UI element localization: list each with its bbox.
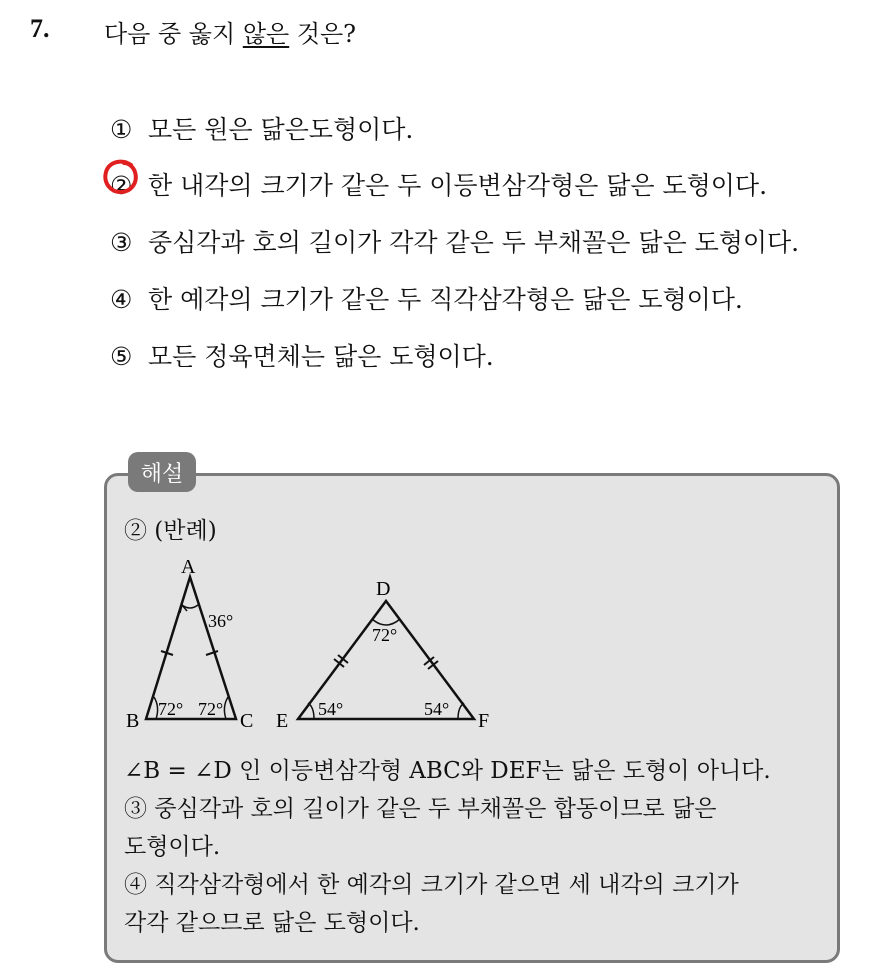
solution-heading: ② (반례) (124, 518, 217, 544)
question-text (104, 14, 356, 49)
choice-number: ⑤ (110, 342, 133, 371)
choice-1[interactable] (110, 110, 413, 146)
angle-d-label: 72° (372, 625, 398, 645)
choice-text: 모든 원은 닮은도형이다. (148, 115, 414, 144)
triangle-def (276, 578, 489, 732)
choice-number: ① (110, 115, 133, 144)
vertex-d-label: D (376, 578, 391, 600)
vertex-f-label: F (478, 710, 490, 732)
triangle-abc (126, 556, 253, 732)
choice-3[interactable] (110, 223, 799, 259)
answer-mark-circle (101, 157, 141, 197)
choice-number: ④ (110, 285, 133, 314)
choice-4[interactable] (110, 280, 743, 316)
solution-line-4: ④ 직각삼각형에서 한 예각의 크기가 같으면 세 내각의 크기가 (124, 872, 739, 898)
solution-line-5: 각각 같으므로 닮은 도형이다. (124, 910, 420, 936)
question-text-before: 다음 중 옳지 (104, 20, 243, 48)
question-text-underlined: 않은 (242, 20, 290, 48)
choice-5[interactable] (110, 337, 494, 373)
choice-text: 중심각과 호의 길이가 각각 같은 두 부채꼴은 닮은 도형이다. (148, 228, 800, 257)
vertex-e-label: E (276, 710, 289, 732)
vertex-c-label: C (240, 710, 254, 732)
solution-line-2: ③ 중심각과 호의 길이가 같은 두 부채꼴은 합동이므로 닮은 (124, 796, 717, 822)
solution-line-3: 도형이다. (124, 834, 221, 860)
question-text-after: 것은? (289, 20, 357, 48)
angle-b-label: 72° (158, 699, 184, 719)
choice-2[interactable] (110, 166, 767, 202)
choice-number: ③ (110, 228, 133, 257)
choice-text: 모든 정육면체는 닮은 도형이다. (148, 342, 494, 371)
angle-f-label: 54° (424, 699, 450, 719)
vertex-b-label: B (126, 710, 140, 732)
solution-line-1: ∠B = ∠D 인 이등변삼각형 ABC와 DEF는 닮은 도형이 아니다. (124, 758, 771, 784)
choice-number: ② (110, 171, 133, 200)
angle-e-label: 54° (318, 699, 344, 719)
choice-text: 한 예각의 크기가 같은 두 직각삼각형은 닮은 도형이다. (148, 285, 743, 314)
question-number: 7. (30, 14, 50, 43)
vertex-a-label: A (181, 556, 196, 578)
choice-text: 한 내각의 크기가 같은 두 이등변삼각형은 닮은 도형이다. (148, 171, 768, 200)
triangle-figure (124, 555, 504, 735)
angle-c-label: 72° (198, 699, 224, 719)
solution-tag: 해설 (128, 452, 196, 492)
angle-a-label: 36° (208, 611, 234, 631)
